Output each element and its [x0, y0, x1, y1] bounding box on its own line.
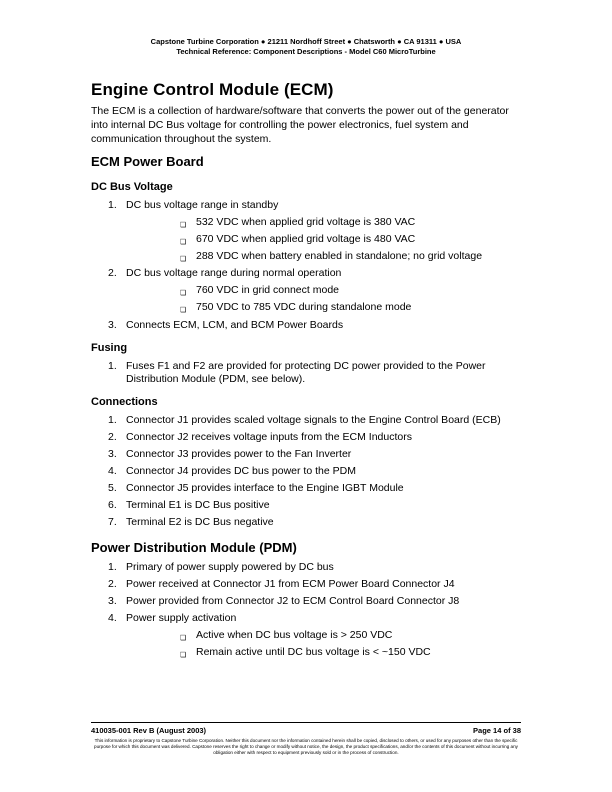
sub-item-text: 670 VDC when applied grid voltage is 480 VAC [196, 233, 416, 245]
list-number: 6. [108, 499, 117, 511]
list-item [91, 516, 521, 529]
list-item [91, 612, 521, 659]
list-text: Power received at Connector J1 from ECM Power Board Connector J4 [126, 578, 455, 590]
sub-item-text: Active when DC bus voltage is > 250 VDC [196, 629, 393, 641]
list-item [91, 482, 521, 495]
list-number: 3. [108, 448, 117, 460]
sub-item [126, 216, 521, 229]
section-heading-pdm: Power Distribution Module (PDM) [91, 540, 297, 555]
sub-item-text: Remain active until DC bus voltage is < ~150 VDC [196, 646, 431, 658]
list-text: Connector J4 provides DC bus power to the PDM [126, 465, 356, 477]
list-text: Primary of power supply powered by DC bus [126, 561, 334, 573]
checkbox-bullet-icon: ❏ [180, 635, 187, 642]
checkbox-bullet-icon: ❏ [180, 222, 187, 229]
list-item [91, 448, 521, 461]
list-text: DC bus voltage range during normal operation [126, 267, 342, 279]
proprietary-notice: This information is proprietary to Capstone Turbine Corporation. Neither this document nor the information contained herein shall be copied, disclosed to others, or used for any purposes other than the specific purpose for which this document was delivered. Capstone reserves the right to change or modify without notice, the design, the product specifications, and/or the contents of this document without incurring any obligation either with respect to equipment previously sold or in the process of construction. [94, 738, 518, 755]
pdm-list [91, 561, 521, 659]
list-item [91, 267, 521, 314]
list-text: Terminal E1 is DC Bus positive [126, 499, 270, 511]
subheading-dc-bus-voltage: DC Bus Voltage [91, 181, 173, 193]
fusing-list [91, 360, 491, 386]
list-item [91, 499, 521, 512]
list-text: Fuses F1 and F2 are provided for protecting DC power provided to the Power Distribution Module (PDM, see below). [126, 360, 486, 385]
sub-item-text: 750 VDC to 785 VDC during standalone mode [196, 301, 412, 313]
page-title: Engine Control Module (ECM) [91, 80, 334, 99]
list-number: 2. [108, 267, 117, 279]
list-number: 4. [108, 465, 117, 477]
list-item [91, 578, 521, 591]
sub-item-text: 760 VDC in grid connect mode [196, 284, 339, 296]
sub-item-text: 288 VDC when battery enabled in standalone; no grid voltage [196, 250, 483, 262]
list-item [91, 561, 521, 574]
checkbox-bullet-icon: ❏ [180, 290, 187, 297]
connections-list [91, 414, 521, 529]
list-number: 1. [108, 199, 117, 211]
list-text: Terminal E2 is DC Bus negative [126, 516, 274, 528]
sub-item [126, 646, 521, 659]
header-reference-line: Technical Reference: Component Descriptions - Model C60 MicroTurbine [176, 47, 436, 56]
list-text: Connector J2 receives voltage inputs from the ECM Inductors [126, 431, 412, 443]
intro-paragraph: The ECM is a collection of hardware/software that converts the power out of the generator into internal DC Bus voltage for controlling the power electronics, fuel system and communication throughout the system. [91, 105, 509, 145]
list-number: 5. [108, 482, 117, 494]
sub-list [126, 284, 521, 314]
list-item [91, 199, 521, 263]
list-number: 2. [108, 578, 117, 590]
list-item [91, 360, 491, 386]
sub-item [126, 629, 521, 642]
sub-item [126, 233, 521, 246]
list-number: 2. [108, 431, 117, 443]
subheading-fusing: Fusing [91, 342, 128, 354]
list-item [91, 319, 521, 332]
header-company-line: Capstone Turbine Corporation ● 21211 Nordhoff Street ● Chatsworth ● CA 91311 ● USA [150, 37, 462, 46]
list-text: Connector J3 provides power to the Fan Inverter [126, 448, 352, 460]
list-text: Connects ECM, LCM, and BCM Power Boards [126, 319, 344, 331]
list-text: Connector J1 provides scaled voltage signals to the Engine Control Board (ECB) [126, 414, 501, 426]
list-item [91, 465, 521, 478]
list-number: 1. [108, 561, 117, 573]
dc-bus-list [91, 199, 521, 332]
sub-item [126, 301, 521, 314]
checkbox-bullet-icon: ❏ [180, 256, 187, 263]
sub-list [126, 216, 521, 263]
section-heading-ecm-power-board: ECM Power Board [91, 154, 204, 169]
page-footer [91, 722, 521, 756]
page-header [0, 37, 612, 57]
sub-list [126, 629, 521, 659]
list-item [91, 595, 521, 608]
list-number: 4. [108, 612, 117, 624]
list-number: 1. [108, 360, 117, 372]
list-text: Power provided from Connector J2 to ECM Control Board Connector J8 [126, 595, 460, 607]
subheading-connections: Connections [91, 396, 158, 408]
page-number: Page 14 of 38 [473, 726, 521, 735]
sub-item [126, 250, 521, 263]
list-text: Connector J5 provides interface to the Engine IGBT Module [126, 482, 404, 494]
sub-item [126, 284, 521, 297]
checkbox-bullet-icon: ❏ [180, 652, 187, 659]
list-number: 1. [108, 414, 117, 426]
footer-row [91, 726, 521, 735]
list-text: DC bus voltage range in standby [126, 199, 279, 211]
list-item [91, 431, 521, 444]
checkbox-bullet-icon: ❏ [180, 307, 187, 314]
checkbox-bullet-icon: ❏ [180, 239, 187, 246]
list-number: 7. [108, 516, 117, 528]
document-id: 410035-001 Rev B (August 2003) [91, 726, 207, 735]
sub-item-text: 532 VDC when applied grid voltage is 380 VAC [196, 216, 416, 228]
list-item [91, 414, 521, 427]
list-text: Power supply activation [126, 612, 237, 624]
list-number: 3. [108, 319, 117, 331]
list-number: 3. [108, 595, 117, 607]
